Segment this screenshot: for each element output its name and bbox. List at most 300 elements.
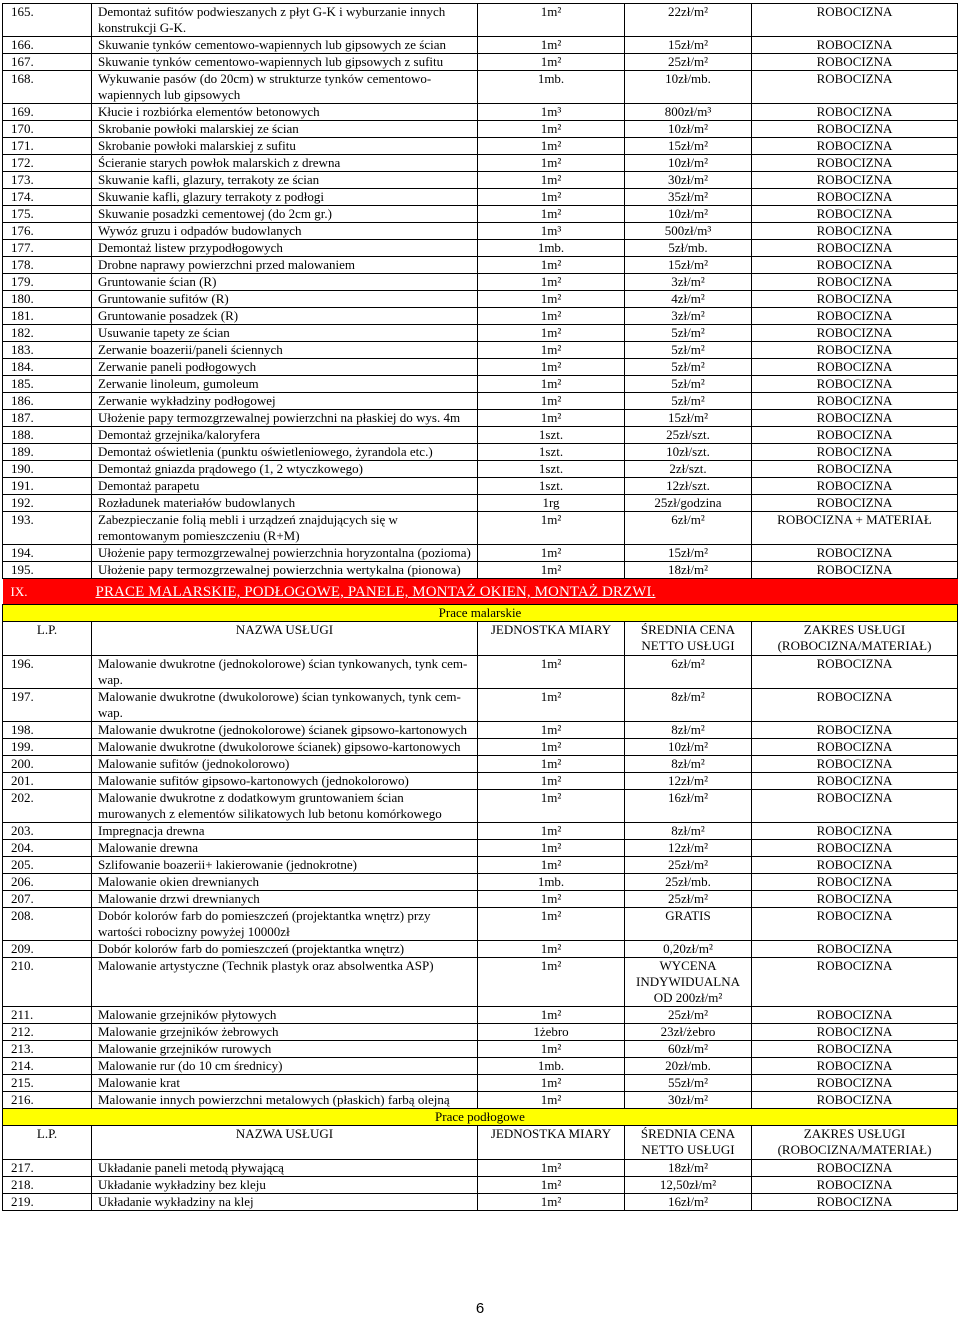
- service-name: Kłucie i rozbiórka elementów betonowych: [92, 104, 478, 121]
- scope: ROBOCIZNA: [752, 891, 958, 908]
- scope: ROBOCIZNA: [752, 722, 958, 739]
- row-number: 174.: [3, 189, 92, 206]
- service-name: Malowanie dwukrotne (jednokolorowe) ścianek gipsowo-kartonowych: [92, 722, 478, 739]
- scope: ROBOCIZNA: [752, 461, 958, 478]
- scope: ROBOCIZNA: [752, 37, 958, 54]
- unit: 1szt.: [478, 478, 625, 495]
- service-name: Demontaż oświetlenia (punktu oświetleniowego, żyrandola etc.): [92, 444, 478, 461]
- unit: 1m²: [478, 891, 625, 908]
- service-name: Malowanie innych powierzchni metalowych (płaskich) farbą olejną: [92, 1092, 478, 1109]
- table-row: [3, 1041, 958, 1058]
- table-row: [3, 240, 958, 257]
- table-row: [3, 756, 958, 773]
- table-row: [3, 274, 958, 291]
- unit: 1m²: [478, 958, 625, 1007]
- service-name: Malowanie grzejników żebrowych: [92, 1024, 478, 1041]
- scope: ROBOCIZNA: [752, 189, 958, 206]
- scope: ROBOCIZNA: [752, 4, 958, 37]
- scope: ROBOCIZNA: [752, 790, 958, 823]
- row-number: 217.: [3, 1160, 92, 1177]
- service-name: Ścieranie starych powłok malarskich z drewna: [92, 155, 478, 172]
- price: 4zł/m²: [625, 291, 752, 308]
- service-name: Malowanie rur (do 10 cm średnicy): [92, 1058, 478, 1075]
- col-header-unit: JEDNOSTKA MIARY: [478, 622, 625, 656]
- service-name: Malowanie dwukrotne z dodatkowym gruntowaniem ścian murowanych z elementów silikatowych lub betonu komórkowego: [92, 790, 478, 823]
- table-row: [3, 104, 958, 121]
- table-row: [3, 1007, 958, 1024]
- price: 25zł/m²: [625, 857, 752, 874]
- service-name: Impregnacja drewna: [92, 823, 478, 840]
- price: 800zł/m³: [625, 104, 752, 121]
- table-row: [3, 1194, 958, 1211]
- service-name: Malowanie drewna: [92, 840, 478, 857]
- price: 23zł/żebro: [625, 1024, 752, 1041]
- unit: 1m²: [478, 138, 625, 155]
- scope: ROBOCIZNA: [752, 1194, 958, 1211]
- table-row: [3, 1024, 958, 1041]
- table-row: [3, 958, 958, 1007]
- table-row: [3, 410, 958, 427]
- section-number: IX.: [3, 579, 92, 605]
- price: 16zł/m²: [625, 790, 752, 823]
- price: 15zł/m²: [625, 545, 752, 562]
- table-row: [3, 121, 958, 138]
- price: 25zł/m²: [625, 54, 752, 71]
- scope: ROBOCIZNA: [752, 840, 958, 857]
- scope: ROBOCIZNA: [752, 206, 958, 223]
- scope: ROBOCIZNA: [752, 138, 958, 155]
- row-number: 215.: [3, 1075, 92, 1092]
- service-name: Układanie wykładziny na klej: [92, 1194, 478, 1211]
- service-name: Skrobanie powłoki malarskiej z sufitu: [92, 138, 478, 155]
- unit: 1m²: [478, 257, 625, 274]
- scope: ROBOCIZNA: [752, 1092, 958, 1109]
- row-number: 180.: [3, 291, 92, 308]
- unit: 1m²: [478, 1007, 625, 1024]
- service-name: Malowanie okien drewnianych: [92, 874, 478, 891]
- price: 10zł/szt.: [625, 444, 752, 461]
- service-name: Malowanie drzwi drewnianych: [92, 891, 478, 908]
- table-row: [3, 427, 958, 444]
- table-row: [3, 512, 958, 545]
- service-name: Demontaż sufitów podwieszanych z płyt G-K i wyburzanie innych konstrukcji G-K.: [92, 4, 478, 37]
- row-number: 207.: [3, 891, 92, 908]
- row-number: 209.: [3, 941, 92, 958]
- price: 35zł/m²: [625, 189, 752, 206]
- service-name: Malowanie dwukrotne (dwukolorowe) ścian tynkowanych, tynk cem-wap.: [92, 689, 478, 722]
- table-row: [3, 206, 958, 223]
- scope: ROBOCIZNA: [752, 1041, 958, 1058]
- scope: ROBOCIZNA: [752, 291, 958, 308]
- table-row: [3, 291, 958, 308]
- service-name: Zerwanie boazerii/paneli ściennych: [92, 342, 478, 359]
- row-number: 204.: [3, 840, 92, 857]
- table-row: [3, 54, 958, 71]
- table-row: [3, 308, 958, 325]
- scope: ROBOCIZNA: [752, 756, 958, 773]
- service-name: Skuwanie kafli, glazury, terrakoty ze ścian: [92, 172, 478, 189]
- row-number: 186.: [3, 393, 92, 410]
- service-name: Układanie paneli metodą pływającą: [92, 1160, 478, 1177]
- service-name: Demontaż listew przypodłogowych: [92, 240, 478, 257]
- table-row: [3, 840, 958, 857]
- price: 2zł/szt.: [625, 461, 752, 478]
- scope: ROBOCIZNA: [752, 1024, 958, 1041]
- scope: ROBOCIZNA: [752, 958, 958, 1007]
- scope: ROBOCIZNA: [752, 1058, 958, 1075]
- row-number: 191.: [3, 478, 92, 495]
- unit: 1m²: [478, 512, 625, 545]
- table-row: [3, 656, 958, 689]
- unit: 1m²: [478, 656, 625, 689]
- table-row: [3, 908, 958, 941]
- service-name: Malowanie artystyczne (Technik plastyk oraz absolwentka ASP): [92, 958, 478, 1007]
- unit: 1m²: [478, 857, 625, 874]
- table-row: [3, 562, 958, 579]
- col-header-unit: JEDNOSTKA MIARY: [478, 1126, 625, 1160]
- price: 18zł/m²: [625, 562, 752, 579]
- row-number: 202.: [3, 790, 92, 823]
- row-number: 189.: [3, 444, 92, 461]
- subheader-painting: Prace malarskie: [3, 605, 958, 622]
- row-number: 169.: [3, 104, 92, 121]
- scope: ROBOCIZNA: [752, 823, 958, 840]
- col-header-scope: ZAKRES USŁUGI (ROBOCIZNA/MATERIAŁ): [752, 1126, 958, 1160]
- row-number: 167.: [3, 54, 92, 71]
- scope: ROBOCIZNA: [752, 478, 958, 495]
- unit: 1szt.: [478, 461, 625, 478]
- service-name: Demontaż parapetu: [92, 478, 478, 495]
- scope: ROBOCIZNA: [752, 410, 958, 427]
- table-row: [3, 891, 958, 908]
- service-name: Zerwanie linoleum, gumoleum: [92, 376, 478, 393]
- price: 20zł/mb.: [625, 1058, 752, 1075]
- subsection-floor: [3, 1109, 958, 1160]
- price: 5zł/m²: [625, 376, 752, 393]
- table-row: [3, 1092, 958, 1109]
- unit: 1m²: [478, 410, 625, 427]
- price: 12zł/m²: [625, 773, 752, 790]
- row-number: 184.: [3, 359, 92, 376]
- price: 5zł/m²: [625, 393, 752, 410]
- row-number: 210.: [3, 958, 92, 1007]
- scope: ROBOCIZNA: [752, 274, 958, 291]
- price: 25zł/szt.: [625, 427, 752, 444]
- scope: ROBOCIZNA: [752, 444, 958, 461]
- unit: 1m³: [478, 223, 625, 240]
- row-number: 198.: [3, 722, 92, 739]
- service-name: Układanie wykładziny bez kleju: [92, 1177, 478, 1194]
- price: 5zł/m²: [625, 325, 752, 342]
- scope: ROBOCIZNA: [752, 359, 958, 376]
- unit: 1szt.: [478, 444, 625, 461]
- table-row: [3, 342, 958, 359]
- table-row: [3, 257, 958, 274]
- row-number: 197.: [3, 689, 92, 722]
- row-number: 190.: [3, 461, 92, 478]
- service-name: Dobór kolorów farb do pomieszczeń (projektantka wnętrz): [92, 941, 478, 958]
- price: 8zł/m²: [625, 689, 752, 722]
- scope: ROBOCIZNA: [752, 857, 958, 874]
- service-name: Dobór kolorów farb do pomieszczeń (projektantka wnętrz) przy wartości robocizny powyżej 10000zł: [92, 908, 478, 941]
- unit: 1m²: [478, 206, 625, 223]
- unit: 1m²: [478, 1041, 625, 1058]
- table-row: [3, 739, 958, 756]
- row-number: 218.: [3, 1177, 92, 1194]
- service-name: Drobne naprawy powierzchni przed malowaniem: [92, 257, 478, 274]
- row-number: 200.: [3, 756, 92, 773]
- price: 60zł/m²: [625, 1041, 752, 1058]
- row-number: 183.: [3, 342, 92, 359]
- unit: 1mb.: [478, 874, 625, 891]
- table-row: [3, 172, 958, 189]
- row-number: 177.: [3, 240, 92, 257]
- col-header-lp: L.P.: [3, 1126, 92, 1160]
- price: GRATIS: [625, 908, 752, 941]
- price: 25zł/godzina: [625, 495, 752, 512]
- price: 10zł/m²: [625, 121, 752, 138]
- row-number: 205.: [3, 857, 92, 874]
- scope: ROBOCIZNA: [752, 689, 958, 722]
- table-row: [3, 155, 958, 172]
- table-row: [3, 325, 958, 342]
- table-row: [3, 941, 958, 958]
- table-row: [3, 478, 958, 495]
- unit: 1m²: [478, 908, 625, 941]
- unit: 1m²: [478, 790, 625, 823]
- service-name: Zerwanie wykładziny podłogowej: [92, 393, 478, 410]
- service-name: Usuwanie tapety ze ścian: [92, 325, 478, 342]
- unit: 1m²: [478, 1075, 625, 1092]
- unit: 1mb.: [478, 1058, 625, 1075]
- table-row: [3, 223, 958, 240]
- price: 3zł/m²: [625, 274, 752, 291]
- scope: ROBOCIZNA: [752, 1177, 958, 1194]
- unit: 1m²: [478, 291, 625, 308]
- unit: 1żebro: [478, 1024, 625, 1041]
- price: 22zł/m²: [625, 4, 752, 37]
- subheader-flooring: Prace podłogowe: [3, 1109, 958, 1126]
- service-name: Zabezpieczanie folią mebli i urządzeń znajdujących się w remontowanym pomieszczeniu (R+M): [92, 512, 478, 545]
- service-name: Skuwanie tynków cementowo-wapiennych lub gipsowych ze ścian: [92, 37, 478, 54]
- price: 8zł/m²: [625, 722, 752, 739]
- unit: 1m²: [478, 308, 625, 325]
- scope: ROBOCIZNA: [752, 240, 958, 257]
- row-number: 213.: [3, 1041, 92, 1058]
- table-row: [3, 874, 958, 891]
- rows-flooring: [3, 1160, 958, 1211]
- table-row: [3, 495, 958, 512]
- service-name: Demontaż gniazda prądowego (1, 2 wtyczkowego): [92, 461, 478, 478]
- price: 10zł/m²: [625, 206, 752, 223]
- row-number: 203.: [3, 823, 92, 840]
- price: 12zł/m²: [625, 840, 752, 857]
- col-header-price: ŚREDNIA CENA NETTO USŁUGI: [625, 1126, 752, 1160]
- scope: ROBOCIZNA: [752, 562, 958, 579]
- service-name: Gruntowanie sufitów (R): [92, 291, 478, 308]
- row-number: 171.: [3, 138, 92, 155]
- unit: 1m²: [478, 4, 625, 37]
- price: 25zł/m²: [625, 1007, 752, 1024]
- page-number: 6: [475, 1300, 485, 1317]
- unit: 1m²: [478, 155, 625, 172]
- scope: ROBOCIZNA: [752, 495, 958, 512]
- table-row: [3, 689, 958, 722]
- unit: 1m²: [478, 274, 625, 291]
- table-row: [3, 37, 958, 54]
- unit: 1m²: [478, 342, 625, 359]
- price: 3zł/m²: [625, 308, 752, 325]
- scope: ROBOCIZNA: [752, 393, 958, 410]
- table-row: [3, 71, 958, 104]
- row-number: 199.: [3, 739, 92, 756]
- price-list: [2, 3, 957, 1211]
- scope: ROBOCIZNA: [752, 121, 958, 138]
- section-header: [3, 579, 958, 656]
- scope: ROBOCIZNA: [752, 308, 958, 325]
- service-name: Szlifowanie boazerii+ lakierowanie (jednokrotne): [92, 857, 478, 874]
- unit: 1m²: [478, 325, 625, 342]
- row-number: 206.: [3, 874, 92, 891]
- unit: 1m²: [478, 376, 625, 393]
- service-name: Demontaż grzejnika/kaloryfera: [92, 427, 478, 444]
- service-name: Malowanie dwukrotne (dwukolorowe ścianek) gipsowo-kartonowych: [92, 739, 478, 756]
- row-number: 168.: [3, 71, 92, 104]
- table-row: [3, 545, 958, 562]
- row-number: 187.: [3, 410, 92, 427]
- service-name: Ułożenie papy termozgrzewalnej powierzchnia horyzontalna (pozioma): [92, 545, 478, 562]
- unit: 1m²: [478, 823, 625, 840]
- table-row: [3, 138, 958, 155]
- price: 15zł/m²: [625, 410, 752, 427]
- price: 12zł/szt.: [625, 478, 752, 495]
- service-name: Malowanie grzejników rurowych: [92, 1041, 478, 1058]
- unit: 1m²: [478, 722, 625, 739]
- unit: 1m²: [478, 54, 625, 71]
- price: 8zł/m²: [625, 823, 752, 840]
- row-number: 175.: [3, 206, 92, 223]
- row-number: 178.: [3, 257, 92, 274]
- row-number: 194.: [3, 545, 92, 562]
- row-number: 166.: [3, 37, 92, 54]
- scope: ROBOCIZNA: [752, 908, 958, 941]
- price: 25zł/mb.: [625, 874, 752, 891]
- scope: ROBOCIZNA: [752, 325, 958, 342]
- unit: 1mb.: [478, 240, 625, 257]
- service-name: Zerwanie paneli podłogowych: [92, 359, 478, 376]
- unit: 1m²: [478, 359, 625, 376]
- service-name: Gruntowanie posadzek (R): [92, 308, 478, 325]
- col-header-scope: ZAKRES USŁUGI (ROBOCIZNA/MATERIAŁ): [752, 622, 958, 656]
- price: WYCENA INDYWIDUALNA OD 200zł/m²: [625, 958, 752, 1007]
- table-row: [3, 790, 958, 823]
- price: 500zł/m³: [625, 223, 752, 240]
- price: 5zł/m²: [625, 359, 752, 376]
- table-row: [3, 444, 958, 461]
- unit: 1rg: [478, 495, 625, 512]
- table-row: [3, 393, 958, 410]
- service-name: Malowanie grzejników płytowych: [92, 1007, 478, 1024]
- table-row: [3, 823, 958, 840]
- row-number: 216.: [3, 1092, 92, 1109]
- service-name: Skuwanie tynków cementowo-wapiennych lub gipsowych z sufitu: [92, 54, 478, 71]
- price: 10zł/m²: [625, 155, 752, 172]
- scope: ROBOCIZNA: [752, 545, 958, 562]
- col-header-name: NAZWA USŁUGI: [92, 622, 478, 656]
- scope: ROBOCIZNA: [752, 941, 958, 958]
- price: 30zł/m²: [625, 1092, 752, 1109]
- row-number: 192.: [3, 495, 92, 512]
- row-number: 170.: [3, 121, 92, 138]
- row-number: 212.: [3, 1024, 92, 1041]
- col-header-lp: L.P.: [3, 622, 92, 656]
- unit: 1m²: [478, 773, 625, 790]
- price: 0,20zł/m²: [625, 941, 752, 958]
- section-title: PRACE MALARSKIE, PODŁOGOWE, PANELE, MONTAŻ OKIEN, MONTAŻ DRZWI.: [92, 579, 958, 605]
- rows-demolition: [3, 4, 958, 579]
- unit: 1m²: [478, 1177, 625, 1194]
- scope: ROBOCIZNA: [752, 1007, 958, 1024]
- price-table: [2, 3, 958, 1211]
- row-number: 181.: [3, 308, 92, 325]
- unit: 1m²: [478, 689, 625, 722]
- col-header-name: NAZWA USŁUGI: [92, 1126, 478, 1160]
- service-name: Wykuwanie pasów (do 20cm) w strukturze tynków cementowo-wapiennych lub gipsowych: [92, 71, 478, 104]
- price: 30zł/m²: [625, 172, 752, 189]
- service-name: Skuwanie kafli, glazury terrakoty z podłogi: [92, 189, 478, 206]
- row-number: 214.: [3, 1058, 92, 1075]
- row-number: 201.: [3, 773, 92, 790]
- scope: ROBOCIZNA: [752, 104, 958, 121]
- service-name: Malowanie sufitów (jednokolorowo): [92, 756, 478, 773]
- table-row: [3, 722, 958, 739]
- scope: ROBOCIZNA: [752, 1160, 958, 1177]
- price: 8zł/m²: [625, 756, 752, 773]
- price: 15zł/m²: [625, 37, 752, 54]
- unit: 1m²: [478, 172, 625, 189]
- scope: ROBOCIZNA: [752, 874, 958, 891]
- price: 15zł/m²: [625, 138, 752, 155]
- unit: 1m²: [478, 562, 625, 579]
- row-number: 165.: [3, 4, 92, 37]
- row-number: 196.: [3, 656, 92, 689]
- table-row: [3, 359, 958, 376]
- unit: 1m²: [478, 1194, 625, 1211]
- price: 6zł/m²: [625, 512, 752, 545]
- service-name: Rozładunek materiałów budowlanych: [92, 495, 478, 512]
- price: 55zł/m²: [625, 1075, 752, 1092]
- scope: ROBOCIZNA: [752, 71, 958, 104]
- rows-painting: [3, 656, 958, 1109]
- unit: 1m²: [478, 37, 625, 54]
- table-row: [3, 1160, 958, 1177]
- scope: ROBOCIZNA: [752, 223, 958, 240]
- unit: 1m²: [478, 121, 625, 138]
- col-header-price: ŚREDNIA CENA NETTO USŁUGI: [625, 622, 752, 656]
- row-number: 179.: [3, 274, 92, 291]
- price: 15zł/m²: [625, 257, 752, 274]
- unit: 1mb.: [478, 71, 625, 104]
- row-number: 188.: [3, 427, 92, 444]
- row-number: 182.: [3, 325, 92, 342]
- scope: ROBOCIZNA: [752, 739, 958, 756]
- service-name: Gruntowanie ścian (R): [92, 274, 478, 291]
- row-number: 211.: [3, 1007, 92, 1024]
- row-number: 176.: [3, 223, 92, 240]
- table-row: [3, 461, 958, 478]
- service-name: Wywóz gruzu i odpadów budowlanych: [92, 223, 478, 240]
- unit: 1m²: [478, 545, 625, 562]
